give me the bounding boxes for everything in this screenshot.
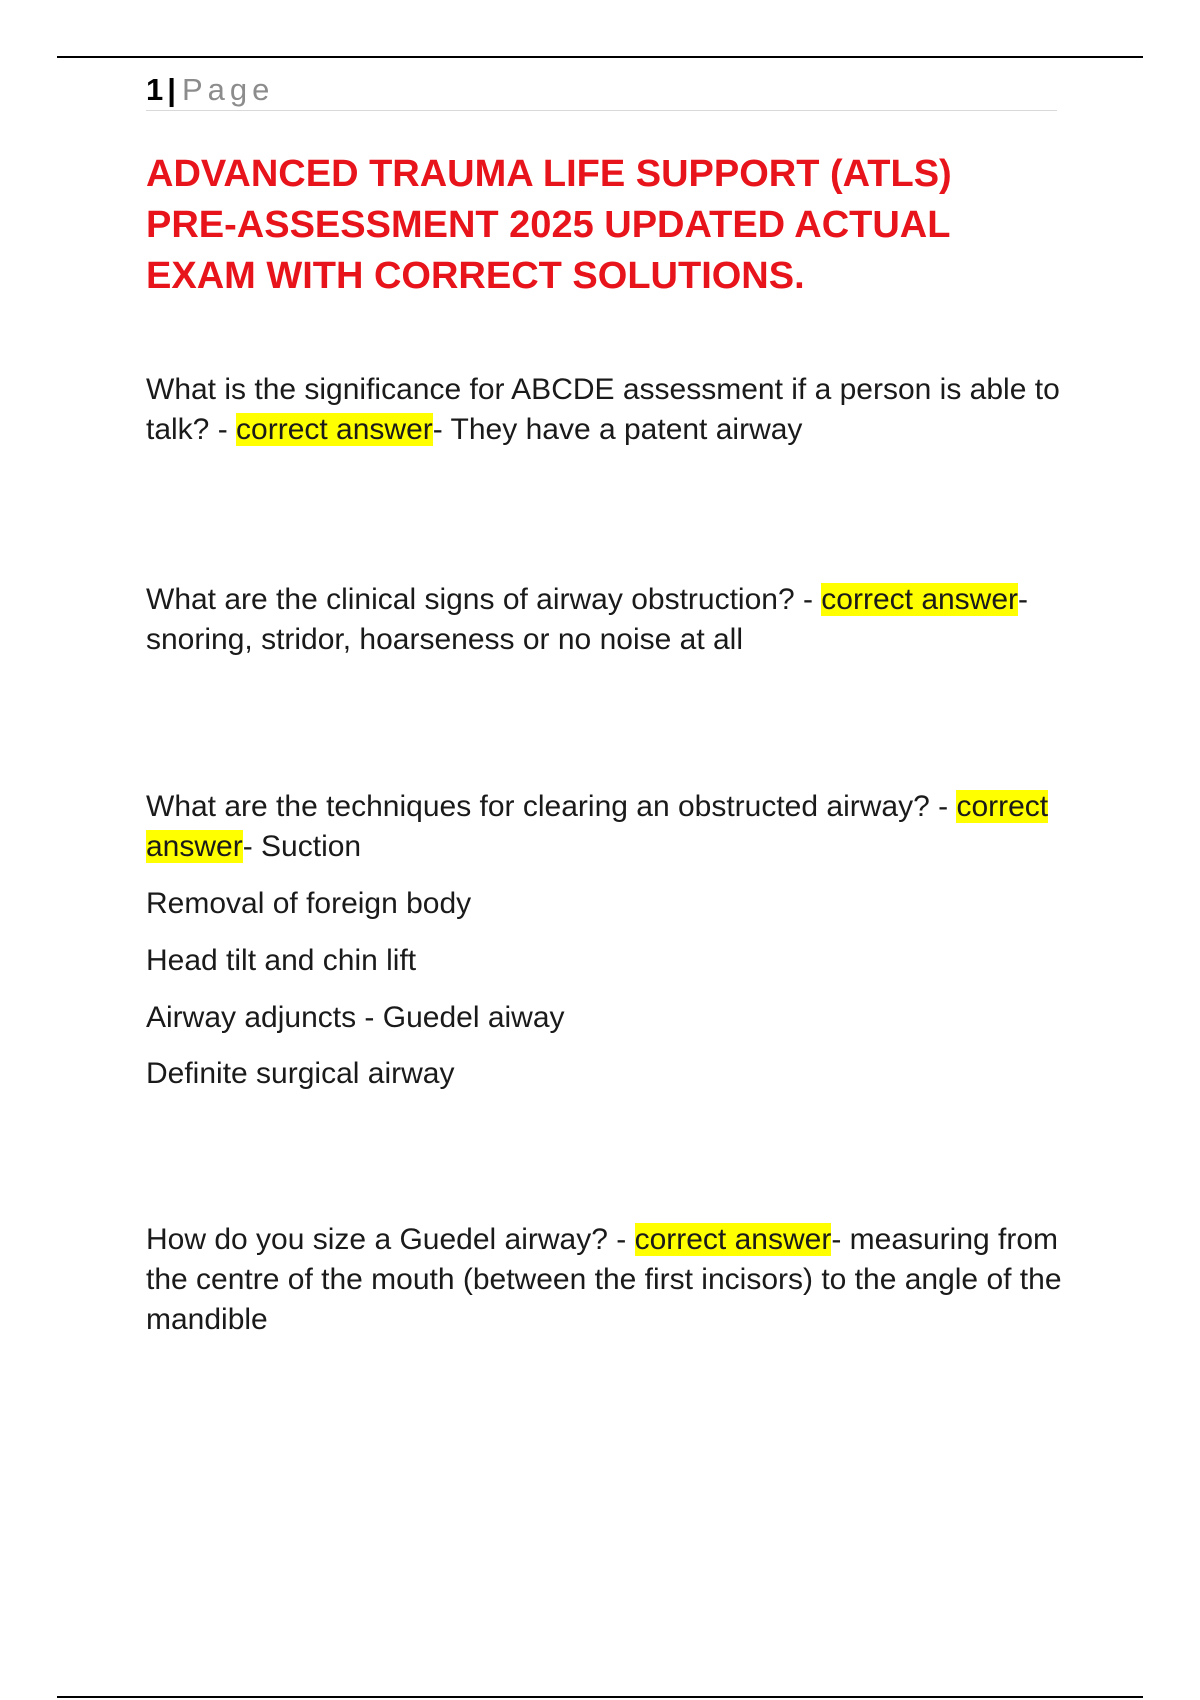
title-line-2: PRE-ASSESSMENT 2025 UPDATED ACTUAL xyxy=(146,204,951,246)
correct-answer-marker: correct answer xyxy=(146,790,1049,863)
document-title xyxy=(146,149,1086,302)
page-label: Page xyxy=(181,72,275,107)
top-rule xyxy=(57,56,1143,58)
question-text: What are the techniques for clearing an obstructed airway? - xyxy=(146,790,957,823)
answer-list-item: Definite surgical airway xyxy=(146,1057,455,1090)
qa-item-2 xyxy=(146,580,1066,660)
answer-text: - They have a patent airway xyxy=(432,413,803,446)
qa-item-3 xyxy=(146,787,1066,867)
answer-text: - measuring from the centre of the mouth (between the first incisors) to the angle of the mandible xyxy=(146,1223,1062,1336)
page-separator: | xyxy=(167,72,176,107)
correct-answer-marker: correct answer xyxy=(821,583,1019,616)
correct-answer-marker: correct answer xyxy=(236,413,433,446)
answer-text: - Suction xyxy=(242,830,362,863)
answer-list-item: Airway adjuncts - Guedel aiway xyxy=(146,1001,565,1034)
title-line-1: ADVANCED TRAUMA LIFE SUPPORT (ATLS) xyxy=(146,153,952,195)
correct-answer-marker: correct answer xyxy=(634,1223,832,1256)
page-number: 1 xyxy=(146,72,164,107)
qa-item-1 xyxy=(146,370,1066,450)
answer-list-item: Removal of foreign body xyxy=(146,887,472,920)
bottom-rule xyxy=(57,1696,1143,1698)
question-text: How do you size a Guedel airway? - xyxy=(146,1223,635,1256)
page-header xyxy=(146,70,1057,111)
answer-text: - snoring, stridor, hoarseness or no noise at all xyxy=(146,583,1029,656)
question-text: What are the clinical signs of airway obstruction? - xyxy=(146,583,822,616)
question-text: What is the significance for ABCDE assessment if a person is able to talk? - xyxy=(146,373,1060,446)
qa-item-4 xyxy=(146,1220,1066,1340)
title-line-3: EXAM WITH CORRECT SOLUTIONS. xyxy=(146,255,805,297)
answer-list-item: Head tilt and chin lift xyxy=(146,944,417,977)
